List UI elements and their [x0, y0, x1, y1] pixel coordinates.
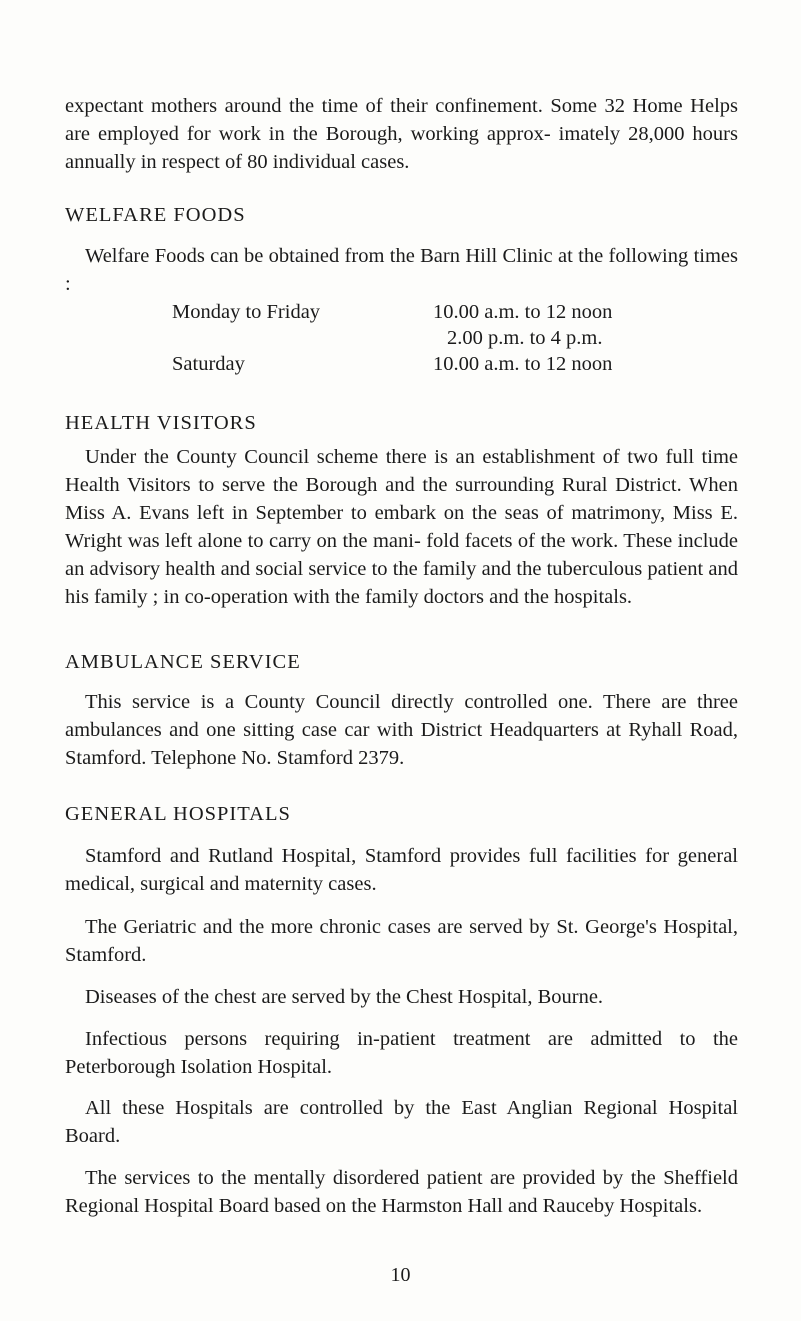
intro-paragraph: expectant mothers around the time of their confinement. Some 32 Home Helps are employed for work in the Borough, working approx- imately 28,000 hours annually in respect of 80 individual cases.: [65, 95, 738, 173]
heading-ambulance-service: AMBULANCE SERVICE: [65, 651, 301, 673]
heading-general-hospitals: GENERAL HOSPITALS: [65, 803, 291, 825]
hospitals-paragraph-2: The Geriatric and the more chronic cases are served by St. George's Hospital, Stamford.: [65, 916, 738, 966]
page-number: 10: [390, 1264, 411, 1286]
hospitals-paragraph-5: All these Hospitals are controlled by the East Anglian Regional Hospital Board.: [65, 1097, 738, 1147]
ambulance-paragraph: This service is a County Council directly controlled one. There are three ambulances and one sitting case car with District Headquarters at Ryhall Road, Stamford. Telephone No. Stamford 2379.: [65, 691, 738, 769]
heading-health-visitors: HEALTH VISITORS: [65, 412, 257, 434]
times-time-3: 10.00 a.m. to 12 noon: [433, 353, 613, 375]
times-day-1: Monday to Friday: [172, 301, 321, 323]
hospitals-paragraph-1: Stamford and Rutland Hospital, Stamford provides full facilities for general medical, surgical and maternity cases.: [65, 845, 738, 895]
hospitals-paragraph-3: Diseases of the chest are served by the Chest Hospital, Bourne.: [85, 986, 604, 1008]
times-time-1: 10.00 a.m. to 12 noon: [433, 301, 613, 323]
welfare-paragraph: Welfare Foods can be obtained from the Barn Hill Clinic at the following times :: [65, 245, 738, 295]
hospitals-paragraph-4: Infectious persons requiring in-patient treatment are admitted to the Peterborough Isolation Hospital.: [65, 1028, 738, 1078]
health-paragraph: Under the County Council scheme there is an establishment of two full time Health Visitors to serve the Borough and the surrounding Rural District. When Miss A. Evans left in September to embark on the seas of matrimony, Miss E. Wright was left alone to carry on the mani- fold facets of the work. These include an advisory health and social service to the family and the tuberculous patient and his family ; in co-operation with the family doctors and the hospitals.: [65, 446, 738, 608]
times-time-2: 2.00 p.m. to 4 p.m.: [447, 327, 603, 349]
times-day-3: Saturday: [172, 353, 245, 375]
hospitals-paragraph-6: The services to the mentally disordered patient are provided by the Sheffield Regional Hospital Board based on the Harmston Hall and Rauceby Hospitals.: [65, 1167, 738, 1217]
heading-welfare-foods: WELFARE FOODS: [65, 204, 246, 226]
